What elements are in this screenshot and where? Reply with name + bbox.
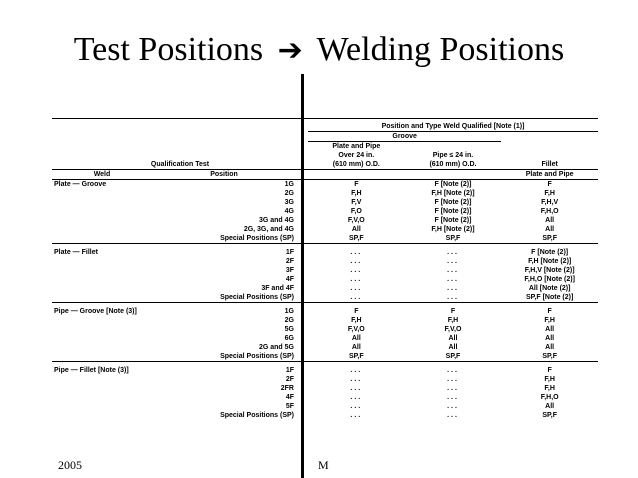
- fillet-cell: F: [547, 181, 552, 188]
- position-cell: 5F: [285, 403, 294, 410]
- fillet-header: Fillet: [501, 142, 598, 170]
- weld-cell: [52, 284, 152, 293]
- over-24-cell: SP,F: [349, 235, 364, 242]
- under-24-cell: ...: [447, 385, 459, 392]
- over-header-line: (610 mm) O.D.: [332, 161, 380, 168]
- under-24-cell: F [Note (2)]: [434, 208, 472, 215]
- fillet-cell: F,H: [544, 385, 555, 392]
- fillet-cell: SP,F: [542, 412, 557, 419]
- footer-year: 2005: [58, 458, 82, 472]
- table-row: [52, 284, 598, 293]
- position-cell: 2G: [284, 317, 294, 324]
- under-24-cell: F [Note (2)]: [434, 217, 472, 224]
- weld-cell: [52, 393, 152, 402]
- table-body: [52, 180, 598, 421]
- table-row: [52, 343, 598, 352]
- fillet-cell: F,H,V: [541, 199, 559, 206]
- title-left: Test Positions: [73, 31, 264, 68]
- under-24-cell: ...: [447, 294, 459, 301]
- over-24-cell: F,V: [351, 199, 362, 206]
- under-24-cell: SP,F: [445, 235, 461, 242]
- over-header-line: Over 24 in.: [338, 152, 375, 159]
- position-cell: 2G: [284, 190, 294, 197]
- table-row: [52, 411, 598, 420]
- fillet-cell: All: [545, 335, 555, 342]
- table-row: [52, 307, 598, 316]
- fillet-cell: All: [545, 217, 555, 224]
- position-cell: 4G: [284, 208, 294, 215]
- weld-cell: [52, 257, 152, 266]
- table-row: [52, 352, 598, 362]
- over-24-cell: F: [354, 181, 359, 188]
- table-row: [52, 189, 598, 198]
- over-24-cell: ...: [350, 403, 363, 410]
- table-row: [52, 393, 598, 402]
- position-cell: 1F: [285, 367, 294, 374]
- position-cell: 3F and 4F: [261, 285, 294, 292]
- weld-cell: [52, 293, 152, 303]
- position-cell: 1G: [284, 181, 294, 188]
- fillet-cell: F,H: [544, 190, 555, 197]
- under-24-cell: F [Note (2)]: [434, 181, 472, 188]
- weld-cell: [52, 216, 152, 225]
- over-24-cell: ...: [350, 285, 363, 292]
- fillet-cell: F: [547, 367, 552, 374]
- over-24-cell: ...: [350, 385, 363, 392]
- over-24-cell: F: [354, 308, 359, 315]
- over-24-cell: All: [351, 226, 361, 233]
- over-24-cell: ...: [350, 267, 363, 274]
- position-cell: 2F: [285, 376, 294, 383]
- over-header-line: Plate and Pipe: [332, 143, 381, 150]
- footer-mark: M: [318, 458, 329, 472]
- table-row: [52, 384, 598, 393]
- table-row: [52, 375, 598, 384]
- under-header-line: (610 mm) O.D.: [429, 161, 477, 168]
- qualification-test-header: Qualification Test: [150, 161, 210, 168]
- position-cell: 3F: [285, 267, 294, 274]
- position-cell: 2G and 5G: [258, 344, 294, 351]
- fillet-cell: F,H,O: [540, 394, 559, 401]
- weld-cell: [52, 375, 152, 384]
- under-24-cell: F [Note (2)]: [434, 199, 472, 206]
- fillet-cell: F,H,V [Note (2)]: [524, 267, 575, 274]
- under-24-cell: ...: [447, 412, 459, 419]
- under-24-cell: F,H [Note (2)]: [431, 226, 475, 233]
- under-24-cell: ...: [447, 276, 459, 283]
- title-right: Welding Positions: [316, 31, 565, 68]
- over-24-header: [308, 142, 405, 170]
- table-row: [52, 293, 598, 303]
- weld-header: Weld: [52, 170, 152, 180]
- weld-cell: [52, 343, 152, 352]
- over-24-cell: SP,F: [349, 353, 364, 360]
- under-24-cell: F,V,O: [444, 326, 462, 333]
- table-row: [52, 275, 598, 284]
- table-row: [52, 248, 598, 257]
- under-24-cell: All: [448, 344, 458, 351]
- weld-cell: [52, 402, 152, 411]
- under-24-header: [405, 142, 502, 170]
- fillet-cell: All: [545, 226, 555, 233]
- table-row: [52, 234, 598, 244]
- weld-cell: [52, 189, 152, 198]
- weld-cell: Plate — Fillet: [54, 249, 98, 256]
- table-row: [52, 216, 598, 225]
- position-cell: Special Positions (SP): [220, 353, 294, 360]
- fillet-cell: All: [545, 326, 555, 333]
- right-arrow-icon: ➔: [277, 34, 303, 67]
- position-cell: 5G: [284, 326, 294, 333]
- under-24-cell: All: [448, 335, 458, 342]
- fillet-cell: F,H,O [Note (2)]: [524, 276, 575, 283]
- position-cell: 4F: [285, 276, 294, 283]
- under-24-cell: F,H [Note (2)]: [431, 190, 475, 197]
- under-24-cell: ...: [447, 376, 459, 383]
- fillet-cell: F,H: [544, 376, 555, 383]
- slide-title: [0, 30, 638, 71]
- fillet-cell: All [Note (2)]: [528, 285, 571, 292]
- position-header: Position: [152, 170, 308, 180]
- weld-cell: [52, 225, 152, 234]
- over-24-cell: All: [351, 335, 361, 342]
- table-row: [52, 266, 598, 275]
- over-24-cell: F,V,O: [347, 217, 365, 224]
- under-24-cell: ...: [447, 403, 459, 410]
- under-24-cell: F,H: [447, 317, 459, 324]
- table-row: [52, 325, 598, 334]
- over-24-cell: ...: [350, 249, 363, 256]
- fillet-cell: F [Note (2)]: [531, 249, 569, 256]
- weld-cell: [52, 207, 152, 216]
- fillet-cell: SP,F: [542, 235, 557, 242]
- weld-cell: [52, 384, 152, 393]
- over-24-cell: ...: [350, 367, 363, 374]
- weld-cell: [52, 198, 152, 207]
- over-24-cell: ...: [350, 276, 363, 283]
- position-cell: Special Positions (SP): [220, 412, 294, 419]
- fillet-cell: All: [545, 344, 555, 351]
- weld-cell: [52, 325, 152, 334]
- table-row: [52, 366, 598, 375]
- over-24-cell: F,O: [350, 208, 362, 215]
- fillet-cell: F,H: [544, 317, 555, 324]
- table-row: [52, 207, 598, 216]
- fillet-cell: F,H [Note (2)]: [528, 258, 572, 265]
- over-24-cell: F,H: [351, 317, 362, 324]
- over-24-cell: ...: [350, 376, 363, 383]
- weld-cell: [52, 275, 152, 284]
- over-24-cell: ...: [350, 294, 363, 301]
- position-cell: 1F: [285, 249, 294, 256]
- table-row: [52, 334, 598, 343]
- weld-cell: [52, 352, 152, 362]
- under-24-cell: ...: [447, 285, 459, 292]
- fillet-cell: F,H,O: [540, 208, 559, 215]
- weld-cell: [52, 266, 152, 275]
- groove-header: Groove: [308, 132, 501, 142]
- qualified-header: Position and Type Weld Qualified [Note (1)]: [308, 119, 598, 132]
- position-cell: Special Positions (SP): [220, 294, 294, 301]
- position-cell: 1G: [284, 308, 294, 315]
- over-24-cell: ...: [350, 412, 363, 419]
- over-24-cell: ...: [350, 394, 363, 401]
- under-24-cell: SP,F: [445, 353, 461, 360]
- weld-cell: [52, 411, 152, 420]
- weld-cell: [52, 316, 152, 325]
- over-24-cell: All: [351, 344, 361, 351]
- position-cell: 3G and 4G: [258, 217, 294, 224]
- table-row: [52, 316, 598, 325]
- position-cell: 2G, 3G, and 4G: [243, 226, 294, 233]
- table-row: [52, 225, 598, 234]
- over-24-cell: F,H: [351, 190, 362, 197]
- under-24-cell: ...: [447, 258, 459, 265]
- under-24-cell: ...: [447, 267, 459, 274]
- position-cell: 2FR: [280, 385, 294, 392]
- under-24-cell: ...: [447, 394, 459, 401]
- weld-cell: [52, 334, 152, 343]
- fillet-cell: SP,F [Note (2)]: [525, 294, 574, 301]
- under-24-cell: ...: [447, 367, 459, 374]
- table-row: [52, 180, 598, 190]
- weld-cell: Pipe — Fillet [Note (3)]: [54, 367, 129, 374]
- table-row: [52, 198, 598, 207]
- position-cell: 6G: [284, 335, 294, 342]
- position-cell: 3G: [284, 199, 294, 206]
- fillet-cell: F: [547, 308, 552, 315]
- weld-cell: [52, 234, 152, 244]
- welding-positions-table: [52, 118, 598, 420]
- position-cell: 2F: [285, 258, 294, 265]
- fillet-cell: All: [545, 403, 555, 410]
- table-row: [52, 257, 598, 266]
- over-24-cell: ...: [350, 258, 363, 265]
- table-row: [52, 402, 598, 411]
- weld-cell: Plate — Groove: [54, 181, 107, 188]
- fillet-sub-header: Plate and Pipe: [501, 170, 598, 180]
- under-header-line: Pipe ≤ 24 in.: [432, 152, 474, 159]
- weld-cell: Pipe — Groove [Note (3)]: [54, 308, 137, 315]
- under-24-cell: F: [450, 308, 456, 315]
- under-24-cell: ...: [447, 249, 459, 256]
- position-cell: 4F: [285, 394, 294, 401]
- fillet-cell: SP,F: [542, 353, 557, 360]
- position-cell: Special Positions (SP): [220, 235, 294, 242]
- over-24-cell: F,V,O: [347, 326, 365, 333]
